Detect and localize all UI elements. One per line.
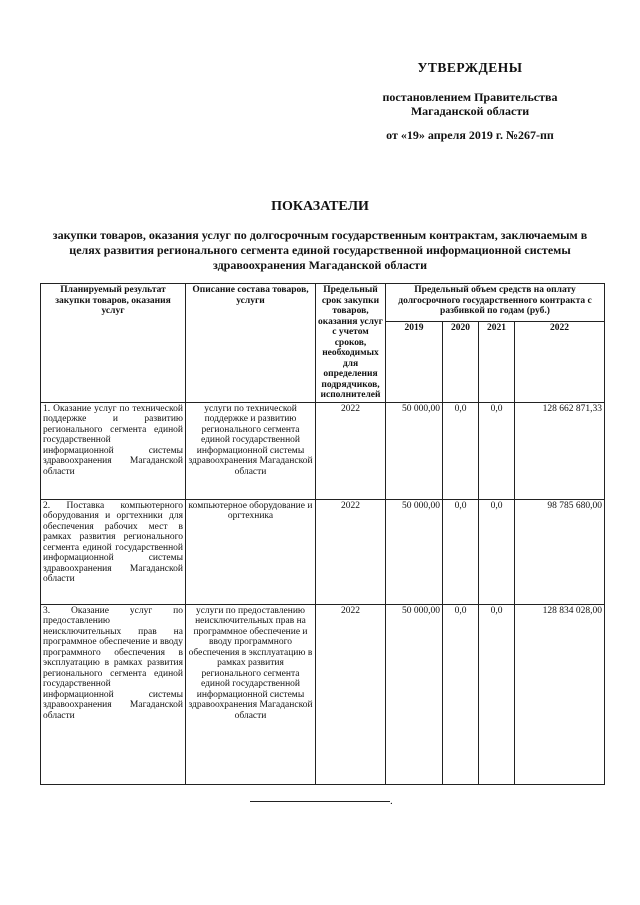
approval-line-1: постановлением Правительства	[382, 90, 558, 104]
cell-2019: 50 000,00	[386, 499, 443, 604]
document-title: ПОКАЗАТЕЛИ	[271, 199, 369, 214]
header-year-2019: 2019	[386, 321, 443, 402]
cell-2020: 0,0	[443, 604, 479, 784]
cell-result: 3. Оказание услуг по предоставлению неисключительных прав на программное обеспечение и вводу программного обеспечения в эксплуатацию в рамках развития регионального сегмента единой государственной информационной системы здравоохранения Магаданской области	[41, 604, 186, 784]
cell-result: 1. Оказание услуг по технической поддержке и развитию регионального сегмента единой государственной информационной системы здравоохранения Магаданской области	[41, 402, 186, 499]
cell-2021: 0,0	[479, 499, 515, 604]
cell-2019: 50 000,00	[386, 402, 443, 499]
cell-result: 2. Поставка компьютерного оборудования и оргтехники для обеспечения рабочих мест в рамках развития регионального сегмента единой государственной информационной системы здравоохранения Магаданской области	[41, 499, 186, 604]
cell-2022: 98 785 680,00	[515, 499, 605, 604]
table-row	[41, 604, 605, 784]
approval-block	[340, 60, 600, 142]
cell-description: компьютерное оборудование и оргтехника	[186, 499, 316, 604]
signature-line	[250, 801, 390, 802]
header-description: Описание состава товаров, услуги	[186, 284, 316, 403]
header-deadline: Предельный срок закупки товаров, оказания услуг с учетом сроков, необходимых для определения подрядчиков, исполнителей	[316, 284, 386, 403]
table-row	[41, 402, 605, 499]
cell-deadline: 2022	[316, 402, 386, 499]
cell-description: услуги по технической поддержке и развитию регионального сегмента единой государственной информационной системы здравоохранения Магаданской области	[186, 402, 316, 499]
cell-2020: 0,0	[443, 402, 479, 499]
approval-line-3: от «19» апреля 2019 г. №267-пп	[386, 128, 554, 142]
cell-description: услуги по предоставлению неисключительных прав на программное обеспечение и вводу программного обеспечения в эксплуатацию в рамках развития регионального сегмента единой государственной информационной системы здравоохранения Магаданской области	[186, 604, 316, 784]
cell-2021: 0,0	[479, 402, 515, 499]
cell-2020: 0,0	[443, 499, 479, 604]
approval-title: УТВЕРЖДЕНЫ	[417, 60, 523, 75]
table-header-row	[41, 284, 605, 322]
header-year-2021: 2021	[479, 321, 515, 402]
header-volume: Предельный объем средств на оплату долгосрочного государственного контракта с разбивкой по годам (руб.)	[386, 284, 605, 322]
document-subtitle: закупки товаров, оказания услуг по долгосрочным государственным контрактам, заключаемым в целях развития регионального сегмента единой государственной информационной системы здравоохранения Магаданской области	[52, 228, 588, 272]
signature-line-dot: .	[390, 795, 393, 807]
header-result: Планируемый результат закупки товаров, оказания услуг	[41, 284, 186, 403]
header-year-2022: 2022	[515, 321, 605, 402]
cell-deadline: 2022	[316, 604, 386, 784]
cell-2022: 128 662 871,33	[515, 402, 605, 499]
table-row	[41, 499, 605, 604]
header-year-2020: 2020	[443, 321, 479, 402]
indicators-table	[40, 283, 605, 785]
cell-2019: 50 000,00	[386, 604, 443, 784]
approval-line-2: Магаданской области	[410, 104, 530, 118]
cell-2021: 0,0	[479, 604, 515, 784]
cell-2022: 128 834 028,00	[515, 604, 605, 784]
cell-deadline: 2022	[316, 499, 386, 604]
